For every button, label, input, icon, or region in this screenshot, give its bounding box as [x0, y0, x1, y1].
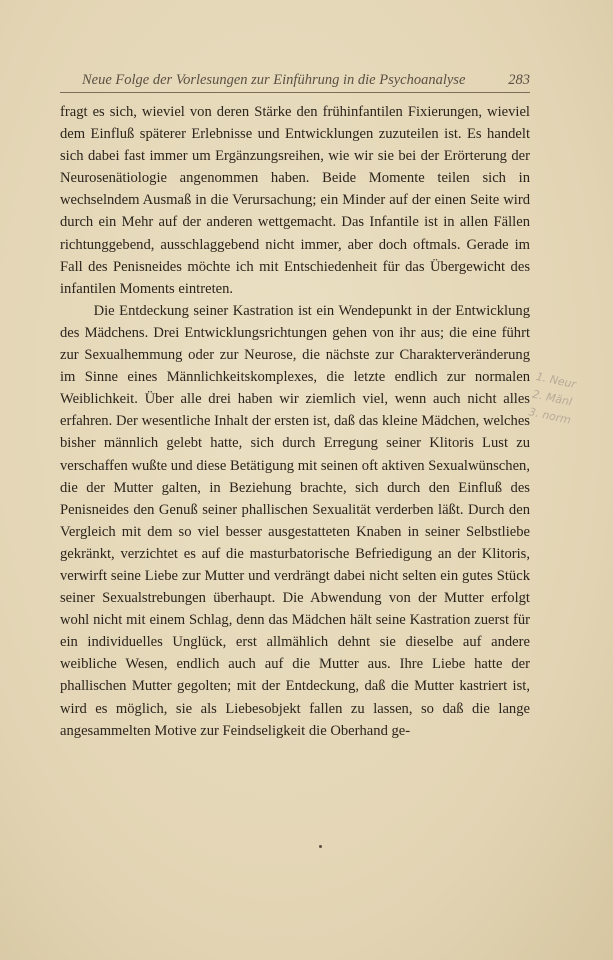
running-header-title: Neue Folge der Vorlesungen zur Einführung in die Psychoanalyse — [82, 72, 466, 88]
page-number: 283 — [508, 72, 530, 88]
ink-speck — [319, 845, 322, 848]
paragraph: fragt es sich, wieviel von deren Stärke den frühinfantilen Fixierungen, wieviel dem Einfluß späterer Erlebnisse und Entwicklungen zuzuteilen ist. Es handelt sich dabei fast immer um Ergänzungsreihen, wie wir sie bei der Erörterung der Neurosenätiologie angenommen haben. Beide Momente teilen sich in wechselndem Ausmaß in die Verursachung; ein Minder auf der einen Seite wird durch ein Mehr auf der anderen wettgemacht. Das Infantile ist in allen Fällen richtunggebend, ausschlaggebend nicht immer, aber doch oftmals. Gerade im Fall des Penisneides möchte ich mit Entschiedenheit für das Übergewicht des infantilen Moments eintreten. — [60, 104, 530, 297]
running-header — [60, 72, 530, 90]
paragraph: Die Entdeckung seiner Kastration ist ein Wendepunkt in der Entwicklung des Mädchens. Drei Entwicklungsrichtungen gehen von ihr aus; die eine führt zur Sexualhemmung oder zur Neurose, die nächste zur Charakterveränderung im Sinne eines Männlichkeitskomplexes, die letzte endlich zur normalen Weiblichkeit. Über alle drei haben wir ziemlich viel, wenn auch nicht alles erfahren. Der wesentliche Inhalt der ersten ist, daß das kleine Mädchen, welches bisher männlich gelebt hatte, sich durch Erregung seiner Klitoris Lust zu verschaffen wußte und diese Betätigung mit seinen oft aktiven Sexualwünschen, die der Mutter galten, in Beziehung brachte, sich durch den Einfluß des Penisneides den Genuß seiner phallischen Sexualität verderben läßt. Durch den Vergleich mit dem so viel besser ausgestatteten Knaben in seiner Selbstliebe gekränkt, verzichtet es auf die masturbatorische Befriedigung an der Klitoris, verwirft seine Liebe zur Mutter und verdrängt dabei nicht selten ein gutes Stück seiner Sexualstrebungen überhaupt. Die Abwendung von der Mutter erfolgt wohl nicht mit einem Schlag, denn das Mädchen hält seine Kastration zuerst für ein individuelles Unglück, erst allmählich dehnt sie dieselbe auf andere weibliche Wesen, endlich auch auf die Mutter aus. Ihre Liebe hatte der phallischen Mutter gegolten; mit der Entdeckung, daß die Mutter kastriert ist, wird es möglich, sie als Liebesobjekt fallen zu lassen, so daß die lange angesammelten Motive zur Feindseligkeit die Oberhand ge- — [60, 302, 530, 739]
handwritten-margin-note — [527, 368, 612, 436]
body-text — [60, 101, 530, 742]
margin-note-line: 1. Neur — [534, 369, 578, 392]
margin-note-line: 3. norm — [527, 405, 573, 427]
header-rule — [60, 92, 530, 93]
margin-note-line: 2. Mänl — [531, 387, 574, 409]
